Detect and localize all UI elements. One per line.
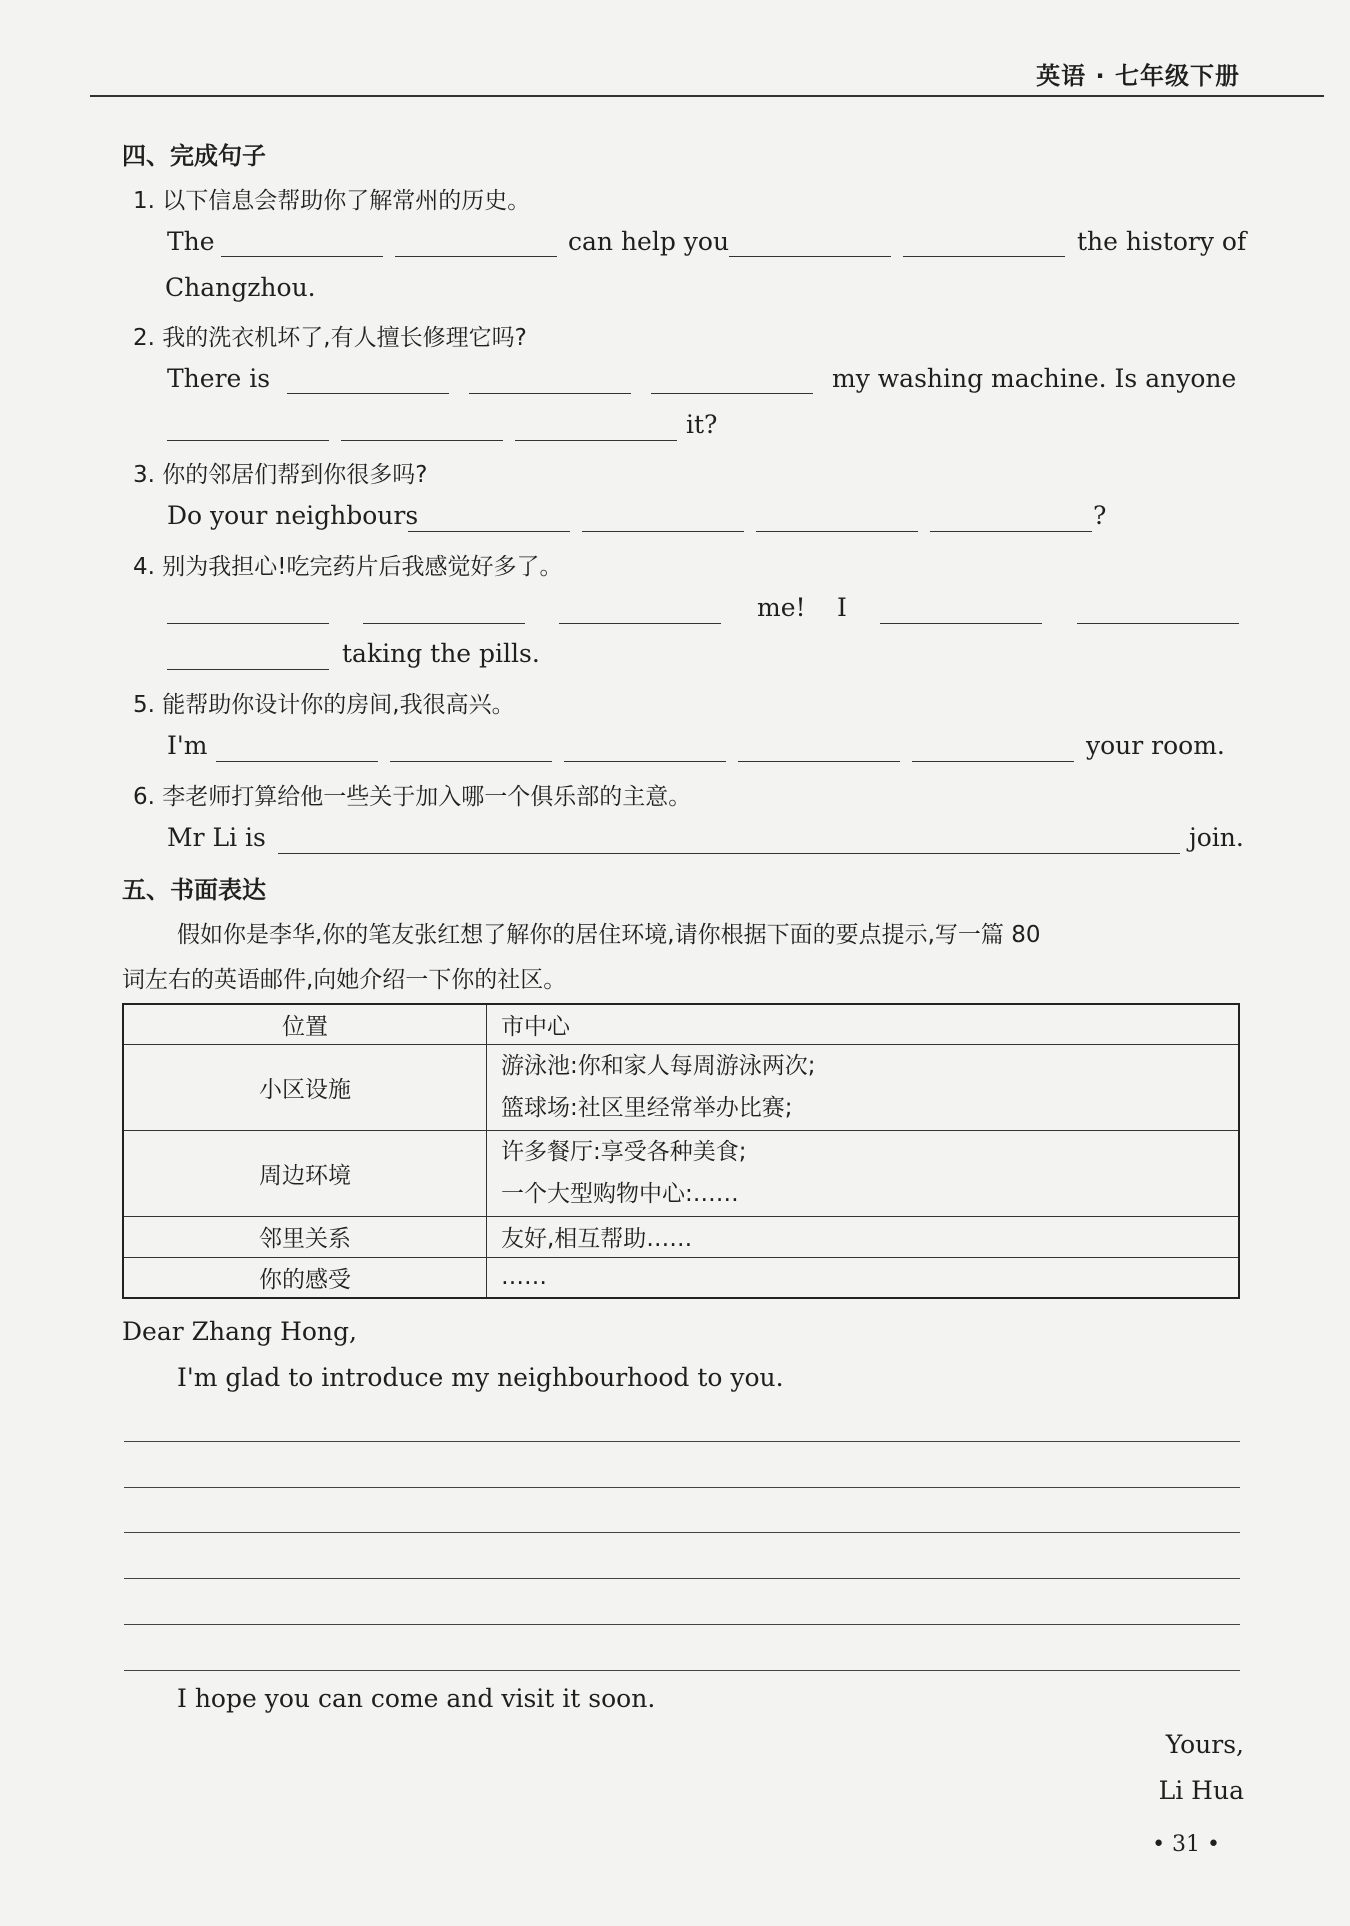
prompt-table [122, 1003, 1240, 1299]
table-key: 位置 [123, 1004, 487, 1044]
letter-name: Li Hua [1158, 1776, 1244, 1805]
table-key: 周边环境 [123, 1130, 487, 1216]
q6-text-a: Mr Li is [167, 823, 266, 852]
writing-line[interactable] [124, 1487, 1240, 1488]
q5-text-b: your room. [1086, 731, 1225, 760]
q2-blank-6[interactable] [515, 440, 677, 441]
q2-text-a: There is [167, 364, 271, 393]
q5-chinese: 5. 能帮助你设计你的房间,我很高兴。 [133, 692, 515, 718]
table-value-line: 一个大型购物中心:…… [501, 1181, 739, 1207]
q2-chinese: 2. 我的洗衣机坏了,有人擅长修理它吗? [133, 325, 527, 351]
q3-chinese: 3. 你的邻居们帮到你很多吗? [133, 462, 428, 488]
table-row [123, 1216, 1239, 1257]
q1-blank-1[interactable] [221, 256, 383, 257]
q3-blank-4[interactable] [930, 531, 1092, 532]
q3-text-a: Do your neighbours [167, 501, 419, 530]
q1-blank-4[interactable] [903, 256, 1065, 257]
q3-blank-3[interactable] [756, 531, 918, 532]
q2-blank-2[interactable] [469, 393, 631, 394]
table-row [123, 1004, 1239, 1044]
q2-blank-1[interactable] [287, 393, 449, 394]
q4-blank-3[interactable] [559, 623, 721, 624]
table-value [487, 1044, 1240, 1130]
q5-blank-1[interactable] [216, 761, 378, 762]
section-5-title: 五、书面表达 [122, 876, 266, 904]
q4-blank-4[interactable] [880, 623, 1042, 624]
q5-blank-3[interactable] [564, 761, 726, 762]
q5-text-a: I'm [167, 731, 208, 760]
table-value-line: 许多餐厅:享受各种美食; [501, 1139, 747, 1165]
q4-blank-1[interactable] [167, 623, 329, 624]
q3-blank-2[interactable] [582, 531, 744, 532]
q6-blank[interactable] [278, 853, 1180, 854]
writing-line[interactable] [124, 1578, 1240, 1579]
q5-blank-5[interactable] [912, 761, 1074, 762]
writing-line[interactable] [124, 1532, 1240, 1533]
q1-text-b: can help you [568, 227, 730, 256]
q2-blank-3[interactable] [651, 393, 813, 394]
table-row [123, 1257, 1239, 1298]
table-value-line: 游泳池:你和家人每周游泳两次; [501, 1053, 816, 1079]
q4-blank-6[interactable] [167, 669, 329, 670]
q4-text-c: taking the pills. [342, 639, 540, 668]
q2-blank-5[interactable] [341, 440, 503, 441]
q1-blank-2[interactable] [395, 256, 557, 257]
table-key: 邻里关系 [123, 1216, 487, 1257]
header-rule [90, 95, 1324, 97]
q5-blank-2[interactable] [390, 761, 552, 762]
table-value: …… [487, 1257, 1240, 1298]
q4-blank-5[interactable] [1077, 623, 1239, 624]
header-title: 英语 · 七年级下册 [1036, 62, 1240, 90]
q1-text-a: The [167, 227, 215, 256]
q6-text-b: join. [1189, 823, 1244, 852]
q3-blank-1[interactable] [408, 531, 570, 532]
q4-text-a: me! [757, 593, 806, 622]
q1-chinese: 1. 以下信息会帮助你了解常州的历史。 [133, 188, 531, 214]
writing-line[interactable] [124, 1624, 1240, 1625]
section-4-title: 四、完成句子 [122, 142, 266, 170]
q6-chinese: 6. 李老师打算给他一些关于加入哪一个俱乐部的主意。 [133, 784, 692, 810]
letter-closing: I hope you can come and visit it soon. [177, 1684, 656, 1713]
q1-text-d: Changzhou. [165, 273, 316, 302]
q4-chinese: 4. 别为我担心!吃完药片后我感觉好多了。 [133, 554, 563, 580]
q2-text-c: it? [686, 410, 718, 439]
table-row [123, 1044, 1239, 1130]
table-value-line: 篮球场:社区里经常举办比赛; [501, 1095, 793, 1121]
letter-signoff: Yours, [1165, 1730, 1244, 1759]
page-number: • 31 • [1152, 1832, 1220, 1857]
table-value: 友好,相互帮助…… [487, 1216, 1240, 1257]
q1-text-c: the history of [1077, 227, 1247, 256]
table-key: 你的感受 [123, 1257, 487, 1298]
writing-line[interactable] [124, 1441, 1240, 1442]
q1-blank-3[interactable] [729, 256, 891, 257]
q4-blank-2[interactable] [363, 623, 525, 624]
q5-blank-4[interactable] [738, 761, 900, 762]
table-key: 小区设施 [123, 1044, 487, 1130]
writing-line[interactable] [124, 1670, 1240, 1671]
q4-text-b: I [837, 593, 847, 622]
letter-greeting: Dear Zhang Hong, [122, 1317, 357, 1346]
table-value: 市中心 [487, 1004, 1240, 1044]
letter-opening: I'm glad to introduce my neighbourhood to you. [177, 1363, 784, 1392]
q2-text-b: my washing machine. Is anyone [832, 364, 1237, 393]
writing-prompt-line1: 假如你是李华,你的笔友张红想了解你的居住环境,请你根据下面的要点提示,写一篇 80 [177, 922, 1041, 948]
writing-prompt-line2: 词左右的英语邮件,向她介绍一下你的社区。 [122, 967, 567, 993]
q2-blank-4[interactable] [167, 440, 329, 441]
q3-text-b: ? [1093, 501, 1107, 530]
table-row [123, 1130, 1239, 1216]
table-value [487, 1130, 1240, 1216]
